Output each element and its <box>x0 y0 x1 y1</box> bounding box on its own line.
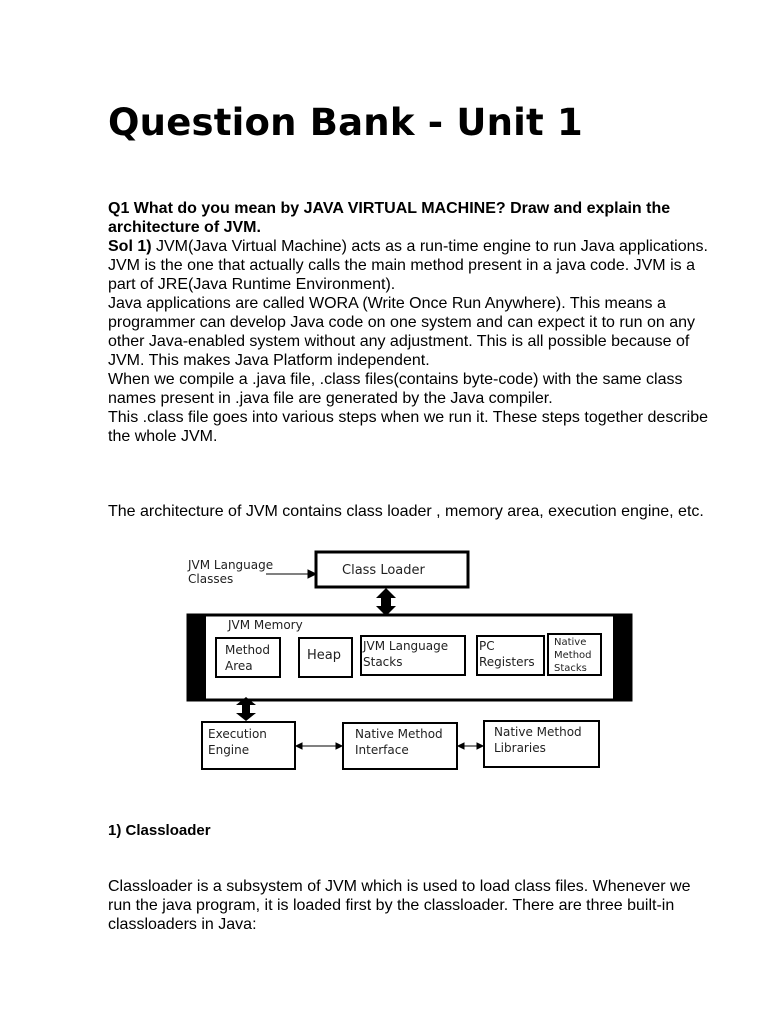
solution-paragraph-3: When we compile a .java file, .class files(contains byte-code) with the same class names present in .java file are generated by the Java compiler. <box>108 371 683 407</box>
method-area-box <box>216 638 280 677</box>
section-number: 1 <box>108 822 117 839</box>
native-method-libraries-box <box>484 721 599 767</box>
solution-paragraph-2: Java applications are called WORA (Write Once Run Anywhere). This means a programmer can develop Java code on one system and can expect it to run on any other Java-enabled system without any adjustment. This is all possible because of JVM. This makes Java Platform independent. <box>108 295 696 369</box>
architecture-intro: The architecture of JVM contains class loader , memory area, execution engine, etc. <box>108 503 704 520</box>
loader-memory-arrow <box>376 588 396 616</box>
classloader-paragraph: Classloader is a subsystem of JVM which is used to load class files. Whenever we run the java program, it is loaded first by the classloader. There are three built-in classloaders in Java: <box>108 878 691 933</box>
execution-engine-label: Execution Engine <box>208 727 267 757</box>
page-title: Question Bank - Unit 1 <box>108 101 583 144</box>
interface-libraries-arrow <box>458 743 483 749</box>
section-heading-classloader <box>108 822 211 839</box>
jvm-language-stacks-box <box>361 636 465 675</box>
class-loader-box <box>316 552 468 587</box>
exec-interface-arrow <box>296 743 342 749</box>
class-loader-label: Class Loader <box>342 563 425 578</box>
diagram-input-label: JVM Language Classes <box>188 558 274 586</box>
heap-box <box>299 638 352 677</box>
native-stacks-label: Native Method Stacks <box>554 637 592 674</box>
native-method-stacks-box <box>548 634 601 675</box>
jvm-architecture-diagram <box>178 545 638 775</box>
pc-registers-label: PC Registers <box>479 639 535 669</box>
native-libraries-label: Native Method Libraries <box>494 725 582 755</box>
native-interface-label: Native Method Interface <box>355 727 443 757</box>
solution-paragraph-1 <box>108 237 708 294</box>
method-area-label: Method Area <box>225 643 271 673</box>
heap-label: Heap <box>307 648 341 663</box>
pc-registers-box <box>477 636 544 675</box>
input-arrow <box>266 570 316 578</box>
solution-first-line: JVM(Java Virtual Machine) acts as a run-time engine to run Java applications. JVM is the one that actually calls the main method present in a java code. JVM is a part of JRE(Java Runtime Environment). <box>108 238 708 293</box>
execution-engine-box <box>202 722 295 769</box>
question-text: Q1 What do you mean by JAVA VIRTUAL MACHINE? Draw and explain the architecture of JVM. <box>108 200 671 236</box>
native-method-interface-box <box>343 723 457 769</box>
jvm-memory-title: JVM Memory <box>228 618 303 632</box>
solution-block <box>108 237 708 446</box>
solution-paragraph-4: This .class file goes into various steps when we run it. These steps together describe the whole JVM. <box>108 409 709 445</box>
solution-lead: Sol 1) <box>108 238 152 255</box>
stacks-label: JVM Language Stacks <box>363 639 449 669</box>
section-title: ) Classloader <box>116 822 211 839</box>
